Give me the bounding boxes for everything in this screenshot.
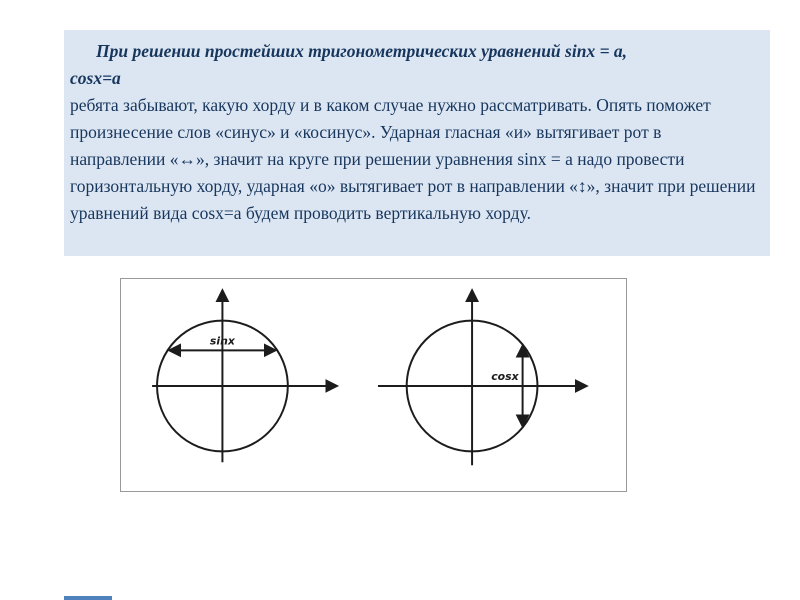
sinx-chord-label: sinx xyxy=(209,334,235,348)
intro-line-1: При решении простейших тригонометрических уравнений sinx = a, xyxy=(96,41,628,61)
text-box xyxy=(64,30,770,256)
sinx-circle-group xyxy=(152,291,336,462)
unit-circle-figure xyxy=(120,278,627,492)
circles-diagram xyxy=(121,279,626,491)
intro-line-2: cosx=a xyxy=(70,68,121,88)
body-text: ребята забывают, какую хорду и в каком случае нужно рассматривать. Опять поможет произнесение слов «синус» и «косинус». Ударная гласная «и» вытягивает рот в направлении «↔», значит на круге при решении уравнения sinx = a надо провести горизонтальную хорду, ударная «о» вытягивает рот в направлении «↕», значит при решении уравнений вида cosx=a будем проводить вертикальную хорду. xyxy=(70,95,756,223)
cosx-circle-group xyxy=(378,291,586,465)
cosx-chord-label: cosx xyxy=(491,370,519,384)
paragraph xyxy=(70,38,760,227)
bottom-accent-line xyxy=(64,596,112,600)
